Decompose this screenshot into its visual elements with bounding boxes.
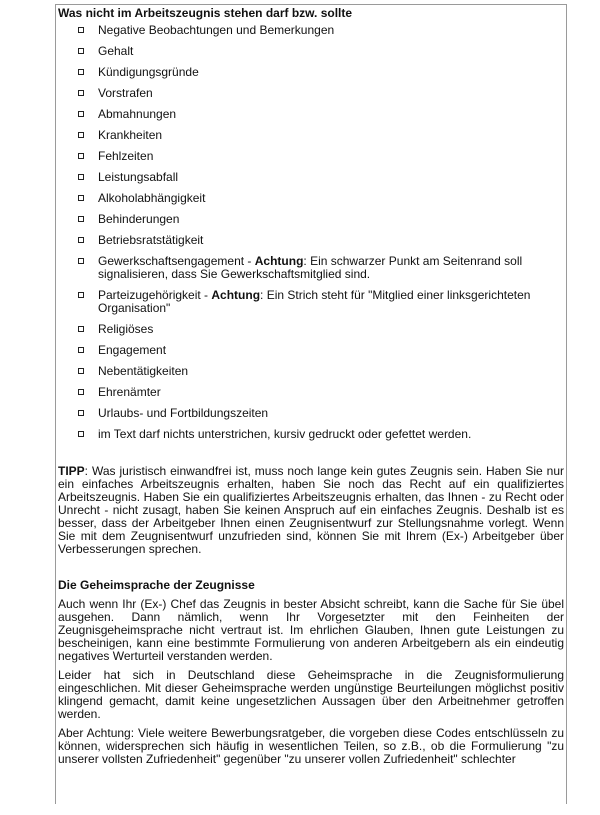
list-item: Betriebsratstätigkeit xyxy=(56,234,566,247)
body-paragraph: Auch wenn Ihr (Ex-) Chef das Zeugnis in bester Absicht schreibt, kann die Sache für Sie übel ausgehen. Dann nämlich, wenn Ihr Vorgesetzter mit den Feinheiten der Zeugnisgeheimsprache nicht vertraut ist. Im ehrlichen Glauben, Ihnen gute Leistungen zu bescheinigen, kann eine bestimmte Formulierung von anderen Arbeitgebern als ein eindeutig negatives Werturteil verstanden werden. xyxy=(58,597,564,663)
list-item: Gehalt xyxy=(56,45,566,58)
list-item: Krankheiten xyxy=(56,129,566,142)
checkbox-bullet-icon xyxy=(78,258,84,264)
list-item: Gewerkschaftsengagement - Achtung: Ein schwarzer Punkt am Seitenrand soll signalisieren, dass Sie Gewerkschaftsmitglied sind. xyxy=(56,255,566,281)
checkbox-bullet-icon xyxy=(78,69,84,75)
checkbox-bullet-icon xyxy=(78,347,84,353)
list-item: Vorstrafen xyxy=(56,87,566,100)
list-item: Parteizugehörigkeit - Achtung: Ein Strich steht für "Mitglied einer linksgerichteten Organisation" xyxy=(56,289,566,315)
checkbox-bullet-icon xyxy=(78,27,84,33)
list-item: Religiöses xyxy=(56,323,566,336)
checkbox-bullet-icon xyxy=(78,153,84,159)
list-item: Abmahnungen xyxy=(56,108,566,121)
tip-label: TIPP xyxy=(58,464,85,478)
tip-paragraph xyxy=(58,465,564,556)
checkbox-bullet-icon xyxy=(78,195,84,201)
checkbox-bullet-icon xyxy=(78,410,84,416)
list-item: Leistungsabfall xyxy=(56,171,566,184)
section-heading: Was nicht im Arbeitszeugnis stehen darf bzw. sollte xyxy=(58,6,353,20)
checkbox-bullet-icon xyxy=(78,90,84,96)
checkbox-bullet-icon xyxy=(78,292,84,298)
list-item: Fehlzeiten xyxy=(56,150,566,163)
body-paragraph: Leider hat sich in Deutschland diese Geheimsprache in die Zeugnisformulierung eingeschlichen. Mit dieser Geheimsprache werden ungünstige Beurteilungen möglichst positiv klingend gemacht, damit keine ungesetzlichen Aussagen über den Arbeitnehmer getroffen werden. xyxy=(58,668,564,721)
checkbox-bullet-icon xyxy=(78,132,84,138)
checkbox-bullet-icon xyxy=(78,389,84,395)
list-item: Ehrenämter xyxy=(56,386,566,399)
section-title: Die Geheimsprache der Zeugnisse xyxy=(58,578,255,592)
checkbox-bullet-icon xyxy=(78,216,84,222)
checkbox-bullet-icon xyxy=(78,237,84,243)
list-item: im Text darf nichts unterstrichen, kursiv gedruckt oder gefettet werden. xyxy=(56,428,566,441)
list-item: Kündigungsgründe xyxy=(56,66,566,79)
checkbox-bullet-icon xyxy=(78,368,84,374)
checkbox-bullet-icon xyxy=(78,174,84,180)
list-item: Behinderungen xyxy=(56,213,566,226)
list-item: Alkoholabhängigkeit xyxy=(56,192,566,205)
bullet-list xyxy=(56,24,566,441)
list-item: Engagement xyxy=(56,344,566,357)
checkbox-bullet-icon xyxy=(78,326,84,332)
checkbox-bullet-icon xyxy=(78,431,84,437)
tip-text: : Was juristisch einwandfrei ist, muss noch lange kein gutes Zeugnis sein. Haben Sie nur ein einfaches Arbeitszeugnis erhalten, haben Sie noch das Recht auf ein qualifiziertes Arbeitszeugnis. Haben Sie ein qualifiziertes Arbeitszeugnis erhalten, das Ihnen - zu Recht oder Unrecht - nicht zusagt, haben Sie keinen Anspruch auf ein einfaches Zeugnis. Deshalb ist es besser, dass der Arbeitgeber Ihnen einen Zeugnisentwurf zur Stellungsnahme vorlegt. Wenn Sie mit dem Zeugnisentwurf unzufrieden sind, können Sie mit Ihrem (Ex-) Arbeitgeber über Verbesserungen sprechen. xyxy=(58,464,564,556)
document-page xyxy=(55,4,567,804)
list-item: Nebentätigkeiten xyxy=(56,365,566,378)
checkbox-bullet-icon xyxy=(78,111,84,117)
list-item: Urlaubs- und Fortbildungszeiten xyxy=(56,407,566,420)
list-item: Negative Beobachtungen und Bemerkungen xyxy=(56,24,566,37)
body-paragraph: Aber Achtung: Viele weitere Bewerbungsratgeber, die vorgeben diese Codes entschlüsseln zu können, widersprechen sich häufig in wesentlichen Teilen, so z.B., ob die Formulierung "zu unserer vollsten Zufriedenheit" gegenüber "zu unserer vollen Zufriedenheit" schlechter xyxy=(58,726,564,766)
checkbox-bullet-icon xyxy=(78,48,84,54)
